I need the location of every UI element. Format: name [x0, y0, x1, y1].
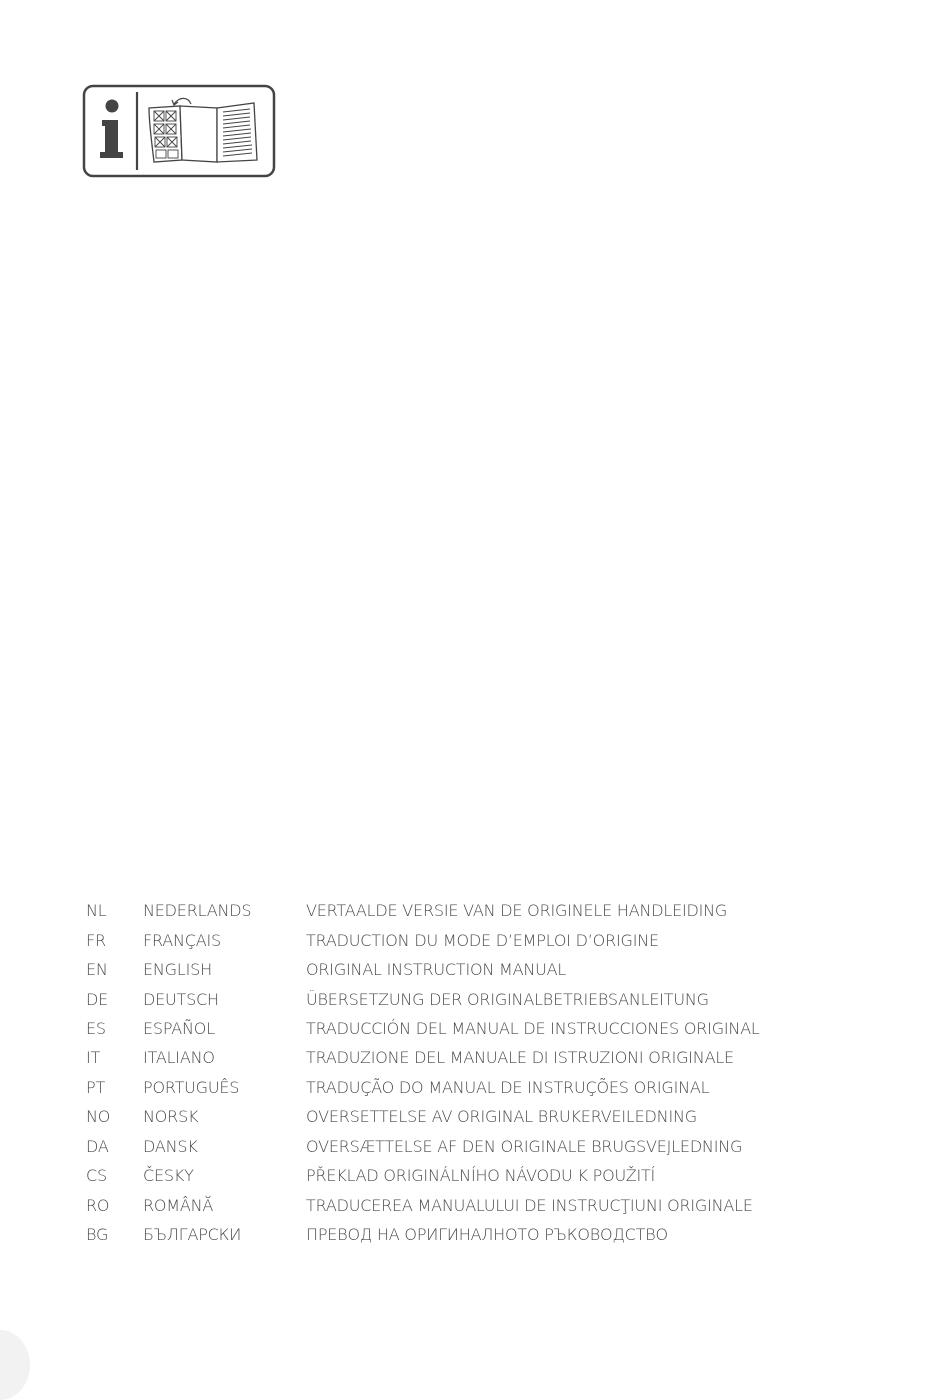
- info-dot: [106, 100, 119, 113]
- language-name: DEUTSCH: [143, 989, 219, 1009]
- language-row-en: [86, 955, 760, 984]
- language-row-nl: [86, 896, 760, 925]
- manual-title: OVERSÆTTELSE AF DEN ORIGINALE BRUGSVEJLEDNING: [306, 1136, 743, 1156]
- manual-title: VERTAALDE VERSIE VAN DE ORIGINELE HANDLEIDING: [306, 901, 728, 921]
- language-code: BG: [86, 1225, 109, 1245]
- language-name: NEDERLANDS: [143, 901, 252, 921]
- language-code: CS: [86, 1166, 107, 1186]
- language-name: DANSK: [143, 1136, 198, 1156]
- manual-title: ÜBERSETZUNG DER ORIGINALBETRIEBSANLEITUNG: [306, 989, 709, 1009]
- language-code: IT: [86, 1048, 101, 1068]
- manual-title: ПРЕВОД НА ОРИГИНАЛНОТО РЪКОВОДСТВО: [306, 1225, 668, 1245]
- language-code: DE: [86, 989, 109, 1009]
- language-code: PT: [86, 1077, 106, 1097]
- language-name: ITALIANO: [143, 1048, 215, 1068]
- language-name: ESPAÑOL: [143, 1018, 215, 1038]
- language-list: [86, 896, 760, 1249]
- language-code: NO: [86, 1107, 111, 1127]
- language-code: RO: [86, 1195, 110, 1215]
- manual-title: OVERSETTELSE AV ORIGINAL BRUKERVEILEDNING: [306, 1107, 697, 1127]
- language-name: ČESKY: [143, 1166, 194, 1186]
- language-name: FRANÇAIS: [143, 930, 221, 950]
- language-row-bg: [86, 1220, 760, 1249]
- language-name: PORTUGUÊS: [143, 1077, 240, 1097]
- manual-title: PŘEKLAD ORIGINÁLNÍHO NÁVODU K POUŽITÍ: [306, 1166, 656, 1186]
- language-name: БЪЛГАРСКИ: [143, 1225, 242, 1245]
- info-read-manual-icon: [82, 84, 276, 178]
- language-name: ROMÂNĂ: [143, 1195, 214, 1215]
- info-stem: [100, 120, 123, 158]
- page-corner-shade: [0, 1330, 30, 1400]
- manual-title: TRADUZIONE DEL MANUALE DI ISTRUZIONI ORIGINALE: [306, 1048, 734, 1068]
- language-row-it: [86, 1043, 760, 1072]
- language-row-cs: [86, 1161, 760, 1190]
- manual-title: ORIGINAL INSTRUCTION MANUAL: [306, 960, 567, 980]
- language-row-da: [86, 1132, 760, 1161]
- language-code: ES: [86, 1018, 106, 1038]
- language-row-de: [86, 984, 760, 1013]
- language-code: DA: [86, 1136, 109, 1156]
- language-row-ro: [86, 1190, 760, 1219]
- language-name: NORSK: [143, 1107, 199, 1127]
- language-row-no: [86, 1102, 760, 1131]
- language-code: FR: [86, 930, 106, 950]
- language-row-pt: [86, 1073, 760, 1102]
- language-code: NL: [86, 901, 107, 921]
- manual-title: TRADUÇÃO DO MANUAL DE INSTRUÇÕES ORIGINAL: [306, 1077, 710, 1097]
- manual-title: TRADUCTION DU MODE D’EMPLOI D’ORIGINE: [306, 930, 659, 950]
- language-name: ENGLISH: [143, 960, 212, 980]
- language-row-fr: [86, 925, 760, 954]
- language-row-es: [86, 1014, 760, 1043]
- manual-title: TRADUCEREA MANUALULUI DE INSTRUCŢIUNI ORIGINALE: [306, 1195, 753, 1215]
- language-code: EN: [86, 960, 108, 980]
- manual-title: TRADUCCIÓN DEL MANUAL DE INSTRUCCIONES ORIGINAL: [306, 1018, 760, 1038]
